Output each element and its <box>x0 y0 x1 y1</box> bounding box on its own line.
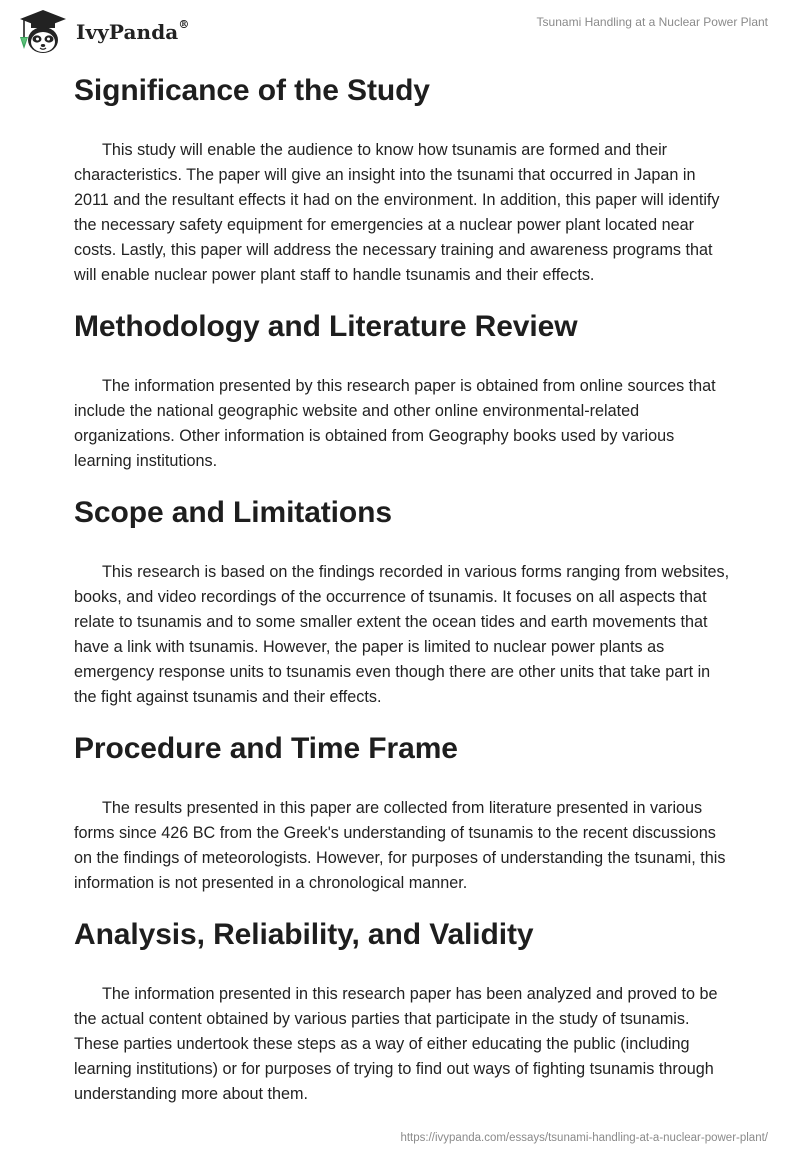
section-analysis <box>74 913 734 1107</box>
registered-mark: ® <box>178 18 190 31</box>
essay-body <box>74 69 734 1124</box>
section-paragraph: This research is based on the findings recorded in various forms ranging from websites, books, and video recordings of the occurrence of tsunamis. It focuses on all aspects that relate to tsunamis and to some smaller extent the ocean tides and earth movements that have a link with tsunamis. However, the paper is limited to nuclear power plants as emergency response units to tsunamis even though there are other units that take part in the fight against tsunamis and their effects. <box>74 563 730 706</box>
section-methodology <box>74 305 734 474</box>
section-heading: Analysis, Reliability, and Validity <box>74 918 534 951</box>
ivypanda-logo[interactable] <box>14 7 189 57</box>
logo-text: IvyPanda® <box>76 18 190 44</box>
page-header <box>0 0 800 64</box>
section-scope <box>74 491 734 710</box>
section-heading: Significance of the Study <box>74 74 430 107</box>
section-heading: Procedure and Time Frame <box>74 732 458 765</box>
section-significance <box>74 69 734 288</box>
section-heading: Scope and Limitations <box>74 496 392 529</box>
section-paragraph: This study will enable the audience to know how tsunamis are formed and their characteristics. The paper will give an insight into the tsunami that occurred in Japan in 2011 and the resultant effects it had on the environment. In addition, this paper will identify the necessary safety equipment for emergencies at a nuclear power plant located near costs. Lastly, this paper will address the necessary training and awareness programs that will enable nuclear power plant staff to handle tsunamis and their effects. <box>74 141 720 284</box>
panda-graduate-icon <box>14 7 72 57</box>
section-heading: Methodology and Literature Review <box>74 310 578 343</box>
section-paragraph: The information presented by this research paper is obtained from online sources that include the national geographic website and other online environmental-related organizations. Other information is obtained from Geography books used by various learning institutions. <box>74 377 716 470</box>
document-title: Tsunami Handling at a Nuclear Power Plant <box>536 15 768 29</box>
section-procedure <box>74 727 734 896</box>
section-paragraph: The results presented in this paper are collected from literature presented in various forms since 426 BC from the Greek's understanding of tsunamis to the recent discussions on the findings of meteorologists. However, for purposes of understanding the tsunami, this information is not presented in a chronological manner. <box>74 799 726 892</box>
section-paragraph: The information presented in this research paper has been analyzed and proved to be the actual content obtained by various parties that participate in the study of tsunamis. These parties undertook these steps as a way of either educating the public (including learning institutions) or for purposes of trying to find out ways of fighting tsunamis through understanding more about them. <box>74 985 718 1103</box>
source-url-link[interactable]: https://ivypanda.com/essays/tsunami-handling-at-a-nuclear-power-plant/ <box>400 1132 768 1144</box>
